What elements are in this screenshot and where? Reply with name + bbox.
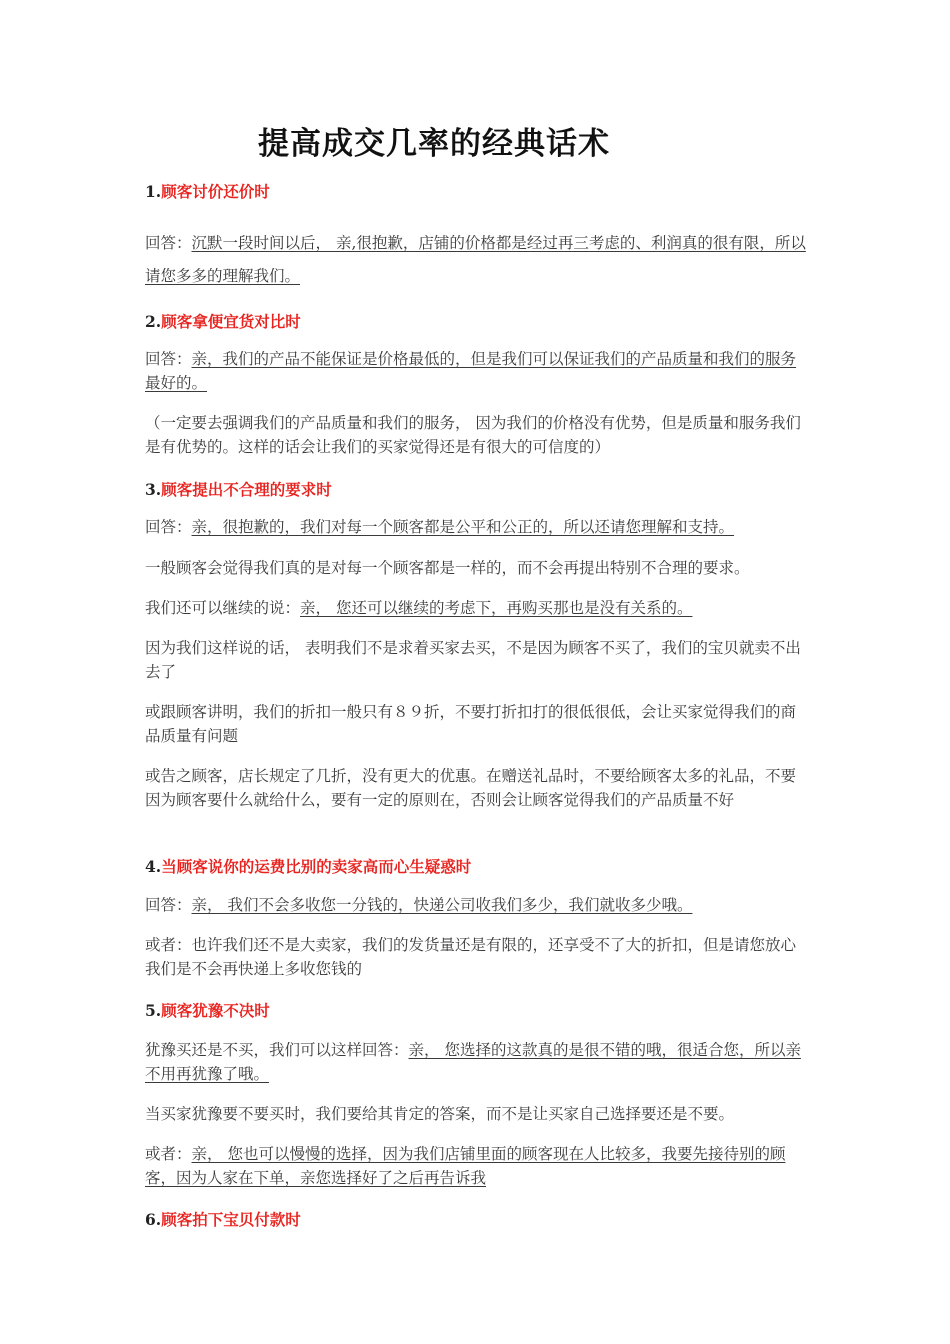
section-heading-5 xyxy=(145,999,270,1021)
paragraph xyxy=(145,596,807,620)
section-title: 顾客犹豫不决时 xyxy=(161,1001,270,1020)
paragraph-prefix: 回答： xyxy=(145,896,192,914)
document-title: 提高成交几率的经典话术 xyxy=(258,126,610,162)
section-number: 4. xyxy=(145,857,162,876)
paragraph: 一般顾客会觉得我们真的是对每一个顾客都是一样的，而不会再提出特别不合理的要求。 xyxy=(145,559,750,577)
section-title: 顾客讨价还价时 xyxy=(161,182,270,201)
underlined-answer: 亲， 您选择的这款真的是很不错的哦，很适合您，所以亲不用再犹豫了哦。 xyxy=(145,1041,801,1083)
underlined-answer: 亲，我们的产品不能保证是价格最低的，但是我们可以保证我们的产品质量和我们的服务最好的。 xyxy=(145,350,797,392)
section-title: 顾客拿便宜货对比时 xyxy=(161,312,301,331)
paragraph xyxy=(145,1142,807,1190)
paragraph: 或者：也许我们还不是大卖家，我们的发货量还是有限的，还享受不了大的折扣，但是请您放心我们是不会再快递上多收您钱的 xyxy=(145,936,797,978)
paragraph: 因为我们这样说的话， 表明我们不是求着买家去买，不是因为顾客不买了，我们的宝贝就卖不出去了 xyxy=(145,639,801,681)
section-number: 2. xyxy=(145,312,162,331)
paragraph xyxy=(145,515,807,539)
underlined-answer: 亲， 您还可以继续的考虑下，再购买那也是没有关系的。 xyxy=(300,599,693,617)
paragraph xyxy=(145,893,807,917)
section-number: 1. xyxy=(145,182,162,201)
paragraph-prefix: 我们还可以继续的说： xyxy=(145,599,301,617)
section-title: 顾客拍下宝贝付款时 xyxy=(161,1210,301,1229)
paragraph-prefix: 犹豫买还是不买，我们可以这样回答： xyxy=(145,1041,409,1059)
underlined-answer: 亲，很抱歉的，我们对每一个顾客都是公平和公正的，所以还请您理解和支持。 xyxy=(191,518,735,536)
section-number: 5. xyxy=(145,1001,162,1020)
paragraph-prefix: 回答： xyxy=(145,350,192,368)
section-heading-4 xyxy=(145,855,471,877)
section-number: 3. xyxy=(145,480,162,499)
paragraph-prefix: 或者： xyxy=(145,1145,192,1163)
section-title: 顾客提出不合理的要求时 xyxy=(161,480,332,499)
paragraph: 或跟顾客讲明，我们的折扣一般只有８９折，不要打折扣打的很低很低，会让买家觉得我们的商品质量有问题 xyxy=(145,703,797,745)
paragraph: 或告之顾客，店长规定了几折，没有更大的优惠。在赠送礼品时，不要给顾客太多的礼品，不要因为顾客要什么就给什么，要有一定的原则在，否则会让顾客觉得我们的产品质量不好 xyxy=(145,767,797,809)
paragraph: 当买家犹豫要不要买时，我们要给其肯定的答案，而不是让买家自己选择要还是不要。 xyxy=(145,1105,735,1123)
paragraph xyxy=(145,1038,807,1086)
underlined-answer: 沉默一段时间以后， 亲,很抱歉，店铺的价格都是经过再三考虑的、利润真的很有限，所以请您多多的理解我们。 xyxy=(145,234,806,285)
paragraph-prefix: 回答： xyxy=(145,234,192,252)
underlined-answer: 亲， 我们不会多收您一分钱的，快递公司收我们多少，我们就收多少哦。 xyxy=(191,896,693,914)
paragraph-prefix: 回答： xyxy=(145,518,192,536)
paragraph xyxy=(145,227,807,293)
section-number: 6. xyxy=(145,1210,162,1229)
paragraph: （一定要去强调我们的产品质量和我们的服务， 因为我们的价格没有优势，但是质量和服务我们是有优势的。这样的话会让我们的买家觉得还是有很大的可信度的） xyxy=(145,414,801,456)
section-heading-2 xyxy=(145,310,301,332)
section-heading-3 xyxy=(145,478,332,500)
paragraph xyxy=(145,347,807,395)
underlined-answer: 亲， 您也可以慢慢的选择，因为我们店铺里面的顾客现在人比较多，我要先接待别的顾客，因为人家在下单，亲您选择好了之后再告诉我 xyxy=(145,1145,786,1187)
section-heading-6 xyxy=(145,1208,301,1230)
section-heading-1 xyxy=(145,180,270,202)
section-title: 当顾客说你的运费比别的卖家高而心生疑惑时 xyxy=(161,857,472,876)
